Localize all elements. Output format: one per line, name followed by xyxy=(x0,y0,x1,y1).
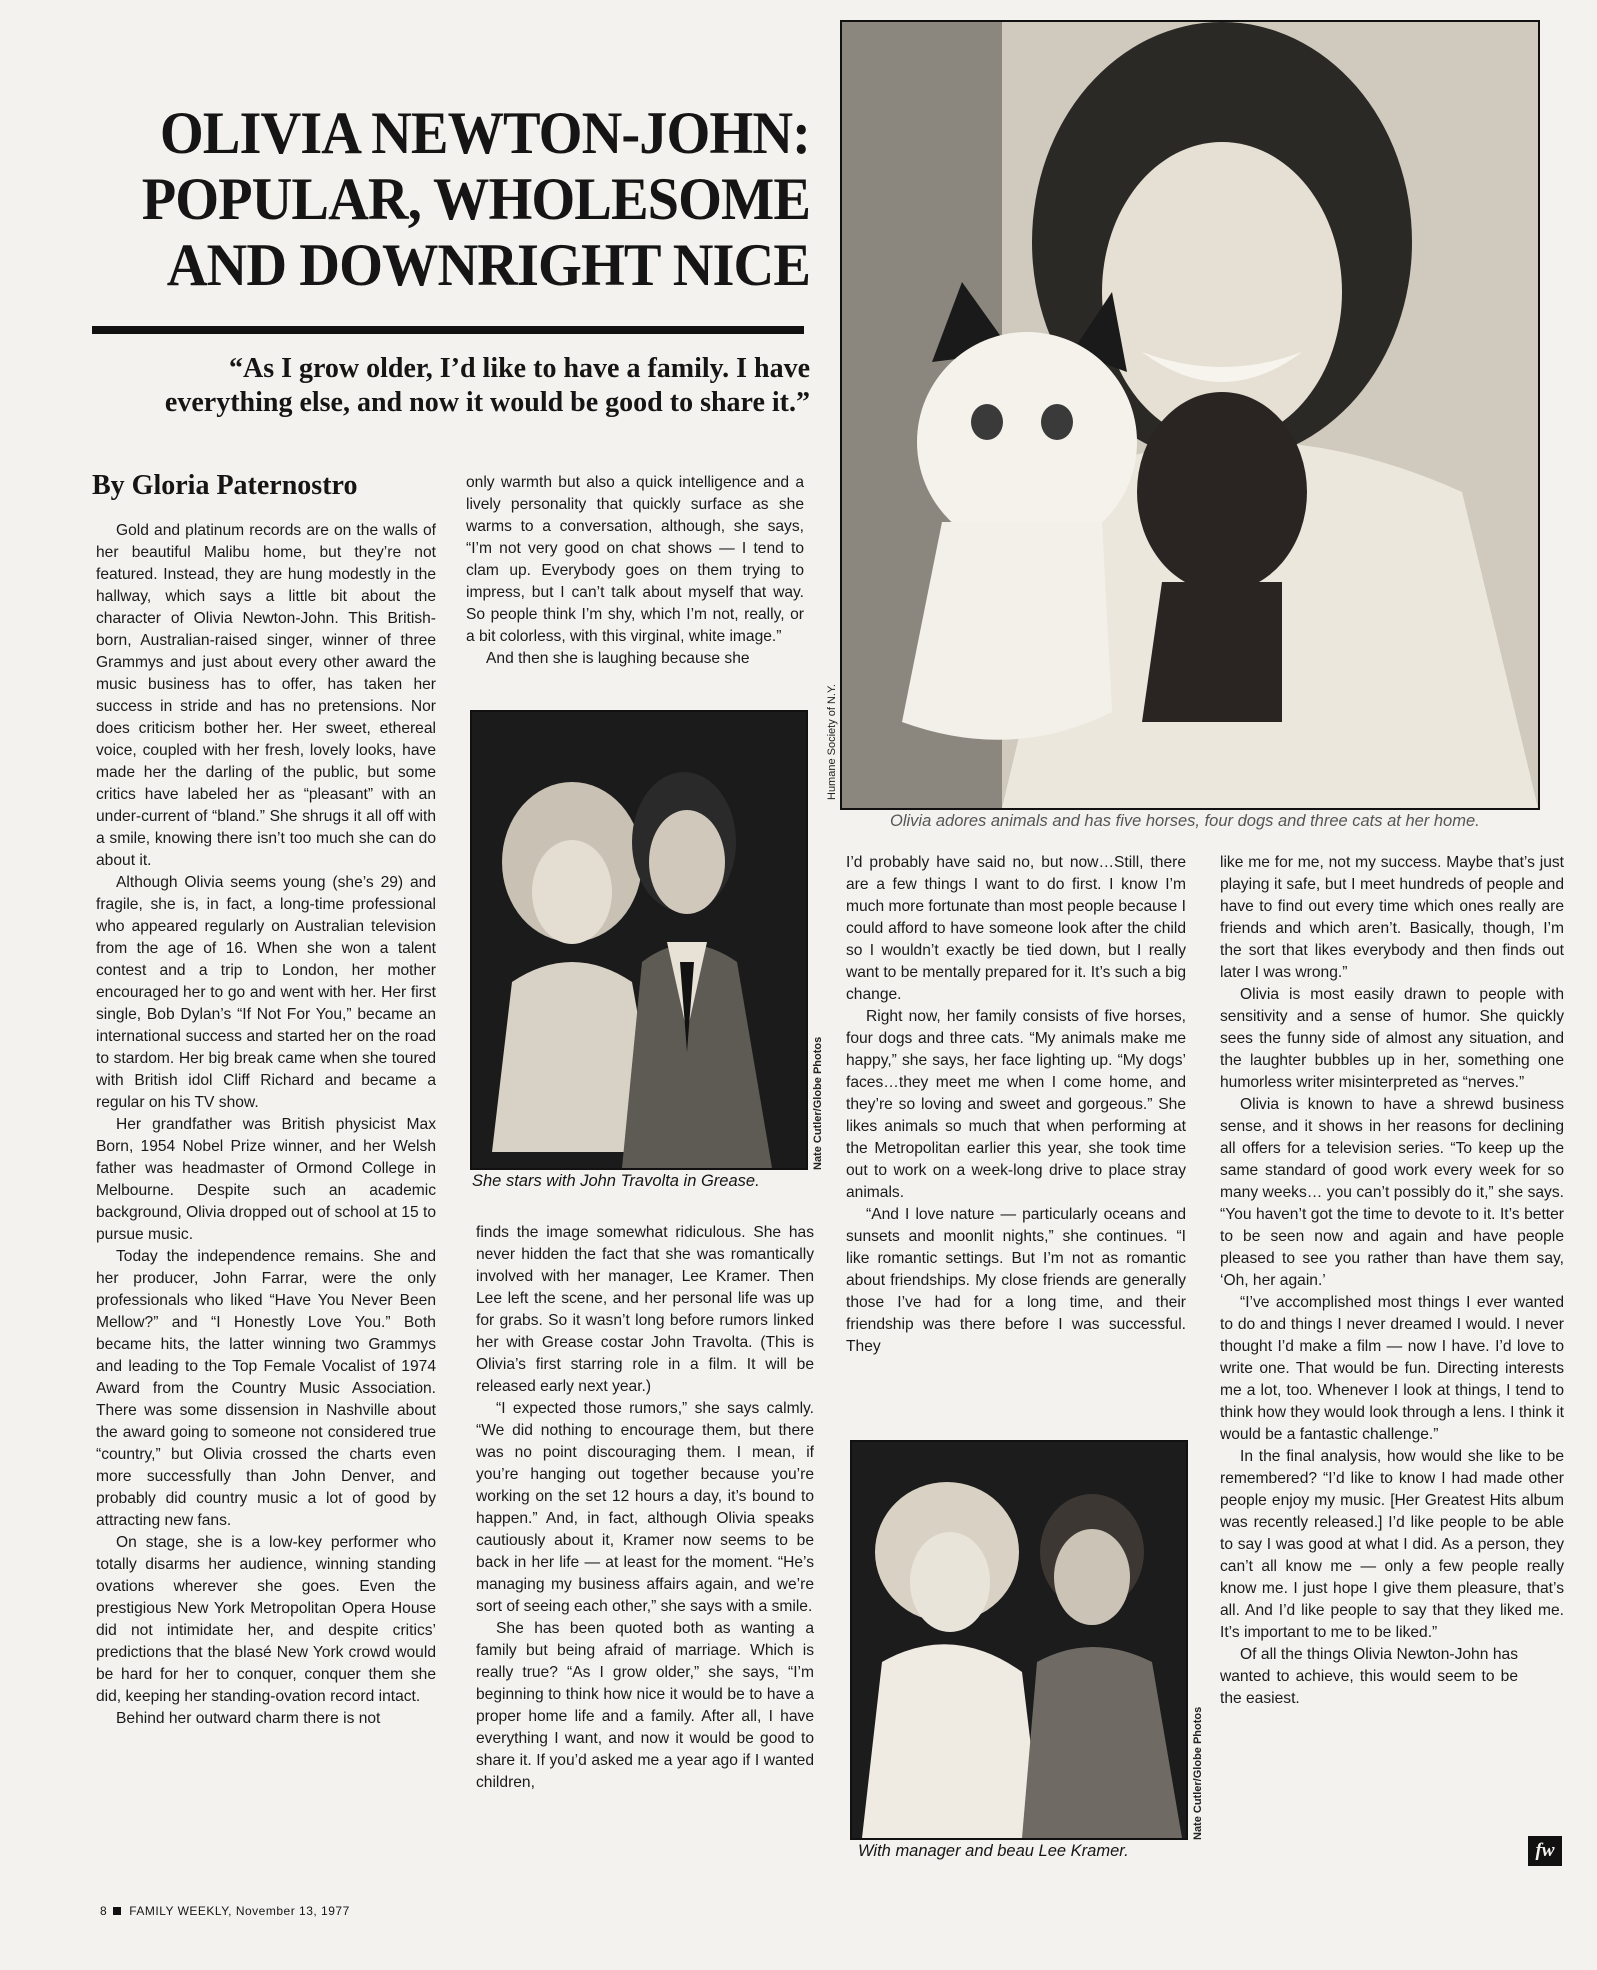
paragraph: “I expected those rumors,” she says calmly. “We did nothing to encourage them, but there was no point discouraging them. I mean, if you’re hanging out together because you’re working on the set 12 hours a day, it’s bound to happen.” And, in fact, although Olivia speaks cautiously about it, Kramer now seems to be back in her life — at least for the moment. “He’s managing my business affairs again, and we’re sort of seeing each other,” she says with a smile. xyxy=(476,1400,814,1615)
photo-travolta xyxy=(470,710,808,1170)
caption-travolta: She stars with John Travolta in Grease. xyxy=(472,1172,760,1190)
photo-main xyxy=(840,20,1540,810)
page-footer xyxy=(100,1904,350,1918)
photo-travolta-image xyxy=(472,712,806,1168)
paragraph: Today the independence remains. She and her producer, John Farrar, were the only professionals who liked “Have You Never Been Mellow?” and “I Honestly Love You.” Both became hits, the latter winning two Grammys and leading to the Top Female Vocalist of 1974 Award from the Country Music Association. There was some dissension in Nashville about the award going to someone not considered true “country,” but Olivia crossed the charts even more successfully than John Denver, and probably did country music a lot of good by attracting new fans. xyxy=(96,1248,436,1529)
article-column-2-bottom xyxy=(476,1222,814,1794)
paragraph: Although Olivia seems young (she’s 29) and fragile, she is, in fact, a long-time professional who appeared regularly on Australian television from the age of 16. When she won a talent contest and a trip to London, her mother encouraged her to go and went with her. Her first single, Bob Dylan’s “If Not For You,” became an international success and started her on the road to stardom. Her big break came when she toured with British idol Cliff Richard and became a regular on his TV show. xyxy=(96,874,436,1111)
paragraph: Olivia is known to have a shrewd business sense, and it shows in her reasons for declining all offers for a television series. “To keep up the same standard of good work every week for so many weeks… you can’t possibly do it,” she says. “You haven’t got the time to devote to it. It’s better to be seen now and again and have people pleased to see you rather than have them say, ‘Oh, her again.’ xyxy=(1220,1096,1564,1289)
article-column-3 xyxy=(846,852,1186,1358)
article-column-1 xyxy=(96,520,436,1730)
footer-bullet xyxy=(113,1907,121,1915)
paragraph: Gold and platinum records are on the walls of her beautiful Malibu home, but they’re not featured. Instead, they are hung modestly in the hallway, which says a little bit about the character of Olivia Newton-John. This British-born, Australian-raised singer, winner of three Grammys and just about every other award the music business has to offer, has taken her success in stride and has no pretensions. Nor does criticism bother her. Her sweet, ethereal voice, coupled with her fresh, lovely looks, have made her the darling of the public, but some critics have labeled her as “pleasant” with an under-current of “bland.” She shrugs it all off with a smile, knowing there isn’t too much she can do about it. xyxy=(96,522,436,869)
paragraph: like me for me, not my success. Maybe that’s just playing it safe, but I meet hundreds of people and have to find out every time which ones really are friends and which aren’t. Basically, though, I’m the sort that likes everybody and then finds out later I was wrong.” xyxy=(1220,854,1564,981)
paragraph: Her grandfather was British physicist Max Born, 1954 Nobel Prize winner, and her Welsh father was headmaster of Ormond College in Melbourne. Despite such an academic background, Olivia dropped out of school at 15 to pursue music. xyxy=(96,1116,436,1243)
photo-kramer-image xyxy=(852,1442,1186,1838)
caption-main: Olivia adores animals and has five horses, four dogs and three cats at her home. xyxy=(890,812,1480,830)
paragraph: “And I love nature — particularly oceans and sunsets and moonlit nights,” she continues. “I like romantic settings. But I’m not as romantic about friendships. My close friends are generally those I’ve had for a long time, and their friendship was there before I was successful. They xyxy=(846,1206,1186,1355)
article-column-2-top xyxy=(466,472,804,670)
paragraph: In the final analysis, how would she like to be remembered? “I’d like to know I had made other people enjoy my music. [Her Greatest Hits album was recently released.] I’d like people to be able to say I was good at what I did. As a person, they can’t all know me — only a few people really know me. I just hope I give them pleasure, that’s all. And I’d like people to say that they liked me. It’s important to me to be liked.” xyxy=(1220,1448,1564,1641)
photo-kramer xyxy=(850,1440,1188,1840)
headline-rule xyxy=(92,326,804,334)
paragraph: Olivia is most easily drawn to people with sensitivity and a sense of humor. She quickly sees the funny side of almost any situation, and the laughter bubbles up in her, something one humorless writer misinterpreted as “nerves.” xyxy=(1220,986,1564,1091)
paragraph: finds the image somewhat ridiculous. She has never hidden the fact that she was romantically involved with her manager, Lee Kramer. Then Lee left the scene, and her personal life was up for grabs. So it wasn’t long before rumors linked her with Grease costar John Travolta. (This is Olivia’s first starring role in a film. It will be released early next year.) xyxy=(476,1224,814,1395)
paragraph: Right now, her family consists of five horses, four dogs and three cats. “My animals make me happy,” she says, her face lighting up. “My dogs’ faces…they meet me when I come home, and they’re so loving and sweet and gorgeous.” She likes animals so much that when performing at the Metropolitan earlier this year, she took time out to work on a week-long drive to place stray animals. xyxy=(846,1008,1186,1201)
paragraph: She has been quoted both as wanting a family but being afraid of marriage. Which is really true? “As I grow older,” she says, “I’m beginning to think how nice it would be to have a proper home life and a family. After all, I have everything I want, and now it would be good to share it. If you’d asked me a year ago if I wanted children, xyxy=(476,1620,814,1791)
photo-credit-kramer: Nate Cutler/Globe Photos xyxy=(1192,1706,1204,1840)
photo-credit-travolta: Nate Cutler/Globe Photos xyxy=(812,1036,824,1170)
paragraph: And then she is laughing because she xyxy=(486,650,750,667)
byline: By Gloria Paternostro xyxy=(92,470,358,501)
headline-line-1: OLIVIA NEWTON-JOHN: xyxy=(159,100,810,166)
page-number: 8 xyxy=(100,1904,108,1918)
paragraph: Of all the things Olivia Newton-John has wanted to achieve, this would seem to be the easiest. xyxy=(1220,1646,1518,1707)
paragraph: On stage, she is a low-key performer who totally disarms her audience, winning standing ovations wherever she goes. Even the prestigious New York Metropolitan Opera House did not intimidate her, and despite critics’ predictions that the blasé New York crowd would be hard for her to conquer, conquer them she did, keeping her standing-ovation record intact. xyxy=(96,1534,436,1705)
photo-main-image xyxy=(842,22,1538,808)
headline-line-2: POPULAR, WHOLESOME xyxy=(141,166,810,232)
paragraph: “I’ve accomplished most things I ever wanted to do and things I never dreamed I would. I never thought I’d make a film — now I have. I’d love to write one. That would be fun. Directing interests me a lot, too. Whenever I look at things, I tend to think how they would look through a lens. I think it would be a fantastic challenge.” xyxy=(1220,1294,1564,1443)
article-column-4 xyxy=(1220,852,1564,1710)
paragraph: Behind her outward charm there is not xyxy=(116,1710,381,1727)
headline-line-3: AND DOWNRIGHT NICE xyxy=(166,232,810,298)
deck-quote: “As I grow older, I’d like to have a family. I have everything else, and now it would be good to share it.” xyxy=(164,353,810,418)
paragraph: only warmth but also a quick intelligence and a lively personality that quickly surface as she warms to a conversation, although, she says, “I’m not very good on chat shows — I tend to clam up. Everybody goes on them trying to impress, but I can’t talk about myself that way. So people think I’m shy, which I’m not, really, or a bit colorless, with this virginal, white image.” xyxy=(466,474,804,645)
headline xyxy=(133,100,810,298)
family-weekly-logo: fw xyxy=(1528,1836,1562,1866)
paragraph: I’d probably have said no, but now…Still, there are a few things I want to do first. I know I’m much more fortunate than most people because I could afford to have someone look after the child so I wouldn’t exactly be tied down, but I really want to be mentally prepared for it. It’s such a big change. xyxy=(846,854,1186,1003)
publication-line: FAMILY WEEKLY, November 13, 1977 xyxy=(129,1904,350,1918)
caption-kramer: With manager and beau Lee Kramer. xyxy=(858,1842,1129,1860)
photo-credit-main: Humane Society of N.Y. xyxy=(826,684,838,800)
